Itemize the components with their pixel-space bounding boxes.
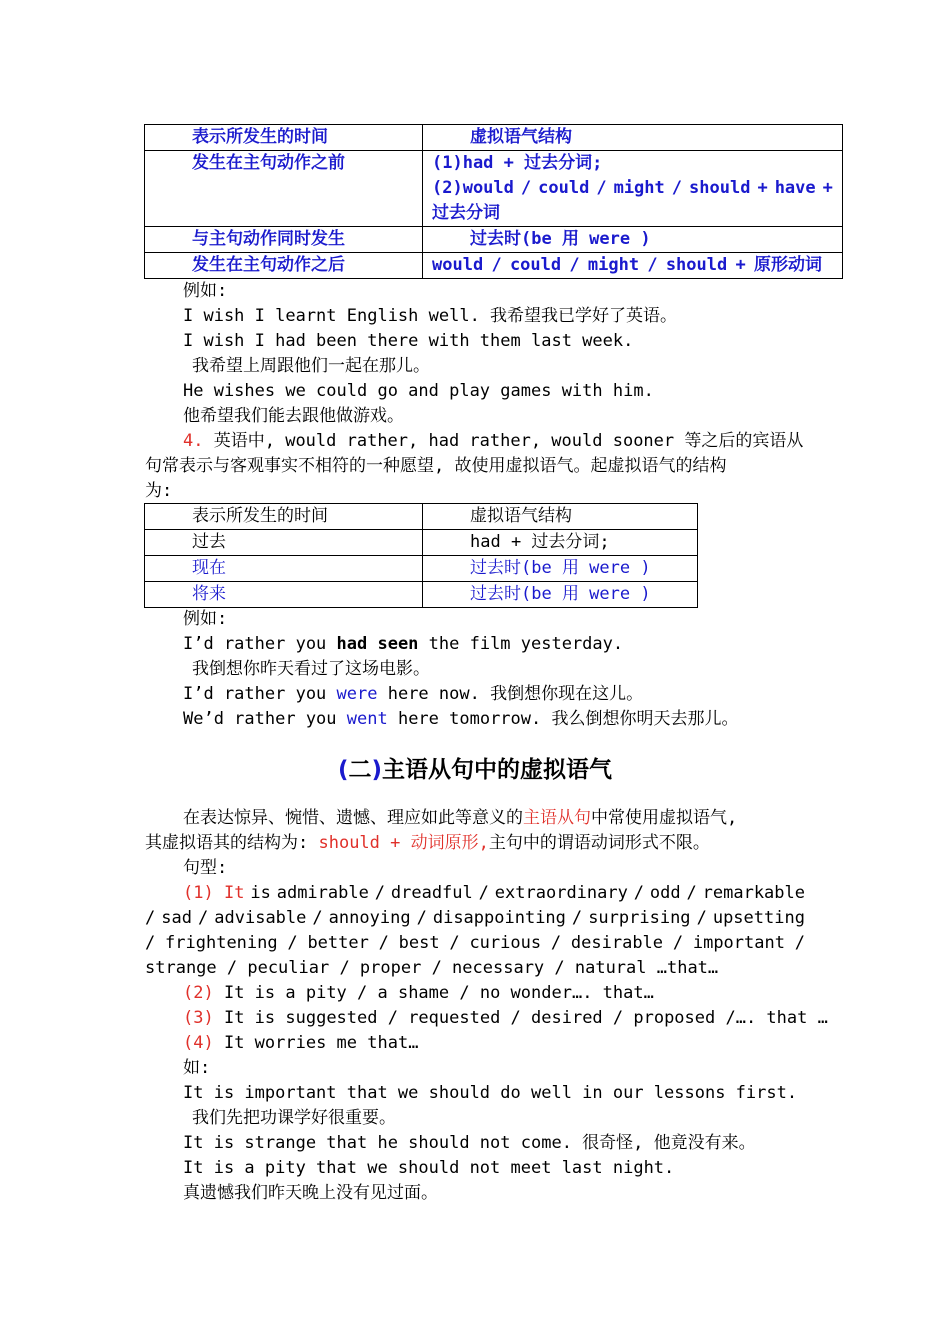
pattern-1-line	[145, 931, 805, 956]
word: /	[378, 933, 389, 953]
table-row	[145, 253, 843, 279]
table-row	[145, 504, 698, 530]
word: would	[432, 255, 484, 275]
word: desirable	[570, 933, 664, 953]
examples-label: 如:	[183, 1058, 211, 1078]
word: /	[569, 255, 580, 275]
word: /	[145, 908, 156, 928]
word: /	[312, 908, 323, 928]
example-sentence	[183, 707, 738, 732]
example-sentence: He wishes we could go and play games with him.	[183, 381, 654, 401]
word: extraordinary	[494, 883, 628, 903]
example-sentence: It is a pity that we should not meet last night.	[183, 1158, 675, 1178]
example-sentence	[183, 682, 643, 707]
example-translation: 我倒想你昨天看过了这场电影。	[192, 659, 430, 679]
table-row	[145, 151, 843, 227]
word: dreadful	[390, 883, 473, 903]
word: /	[478, 883, 489, 903]
text: 在表达惊异、惋惜、遗憾、理应如此等意义的	[183, 808, 523, 828]
word: have	[774, 178, 816, 198]
pattern-4-line	[183, 1031, 418, 1056]
emphasis: had seen	[336, 634, 419, 654]
pattern-1-line	[145, 906, 805, 931]
section-title	[0, 753, 950, 787]
word: /	[596, 178, 607, 198]
point-4-line: 为:	[145, 481, 173, 501]
word: sad	[161, 908, 192, 928]
example-translation: 我们先把功课学好很重要。	[192, 1108, 396, 1128]
word: 原形动词	[753, 255, 822, 275]
examples-label: 例如:	[183, 281, 228, 301]
word: remarkable	[702, 883, 805, 903]
example-sentence: I wish I learnt English well. 我希望我已学好了英语。	[183, 306, 678, 326]
word: admirable	[276, 883, 369, 903]
word: should	[665, 255, 728, 275]
text: We’d rather you	[183, 709, 347, 729]
table-row	[145, 582, 698, 608]
table-cell: 过去时(be 用 were )	[423, 556, 698, 582]
table-row	[145, 530, 698, 556]
structure-line	[432, 253, 842, 278]
text: here tomorrow. 我么倒想你明天去那儿。	[387, 709, 739, 729]
word: /	[672, 933, 684, 953]
example-translation: 我希望上周跟他们一起在那儿。	[192, 356, 430, 376]
word: is	[250, 883, 271, 903]
text: 主句中的谓语动词形式不限。	[488, 833, 710, 853]
structure-line: 过去分词	[432, 203, 500, 223]
point-4-line: 句常表示与客观事实不相符的一种愿望, 故使用虚拟语气。起虚拟语气的结构	[145, 456, 727, 476]
subjunctive-table-1	[144, 124, 843, 279]
table-cell: 现在	[145, 556, 423, 582]
word: /	[647, 255, 658, 275]
intro-line	[145, 831, 710, 856]
word: /	[550, 933, 562, 953]
example-sentence	[183, 632, 623, 657]
word: annoying	[328, 908, 411, 928]
word: /	[145, 933, 156, 953]
emphasis: 主语从句	[523, 808, 591, 828]
word: /	[198, 908, 209, 928]
word: might	[587, 255, 640, 275]
table-header-cell: 表示所发生的时间	[145, 504, 423, 530]
emphasis: went	[346, 709, 388, 729]
table-header-cell: 虚拟语气结构	[423, 125, 843, 151]
pattern-1-line	[183, 881, 805, 906]
pattern-label: 句型:	[183, 858, 228, 878]
word: /	[374, 883, 385, 903]
table-row	[145, 125, 843, 151]
text: It is a pity / a shame / no wonder…. that…	[223, 983, 654, 1003]
example-translation: 真遗憾我们昨天晚上没有见过面。	[183, 1183, 438, 1203]
word: +	[822, 178, 833, 198]
point-text: 英语中, would rather, had rather, would sooner 等之后的宾语从	[213, 431, 804, 451]
word: could	[538, 178, 590, 198]
word: /	[794, 933, 805, 953]
examples-label: 例如:	[183, 609, 228, 629]
text: 其虚拟语其的结构为:	[145, 833, 319, 853]
pattern-number: (2)	[183, 983, 214, 1003]
table-header-cell: 表示所发生的时间	[145, 125, 423, 151]
pattern-number: (3)	[183, 1008, 214, 1028]
table-cell: 与主句动作同时发生	[145, 227, 423, 253]
table-row	[145, 227, 843, 253]
word: advisable	[214, 908, 307, 928]
word: important	[692, 933, 785, 953]
pattern-number: (1)	[183, 883, 214, 903]
word: /	[287, 933, 298, 953]
table-cell: 发生在主句动作之前	[145, 151, 423, 227]
text: It is suggested / requested / desired / proposed /…. that …	[223, 1008, 828, 1028]
pattern-2-line	[183, 981, 654, 1006]
word: upsetting	[712, 908, 805, 928]
word: best	[398, 933, 440, 953]
table-cell: had + 过去分词;	[423, 530, 698, 556]
subjunctive-table-2	[144, 503, 698, 608]
example-sentence: It is important that we should do well in our lessons first.	[183, 1083, 798, 1103]
text: 中常使用虚拟语气,	[591, 808, 738, 828]
structure-line	[432, 176, 842, 201]
table-header-cell: 虚拟语气结构	[423, 504, 698, 530]
example-sentence: It is strange that he should not come. 很奇怪, 他竟没有来。	[183, 1133, 756, 1153]
text: I’d rather you	[183, 684, 337, 704]
text: here now. 我倒想你现在这儿。	[377, 684, 644, 704]
point-number: 4.	[183, 431, 204, 451]
word: +	[757, 178, 768, 198]
word: /	[520, 178, 532, 198]
word: /	[449, 933, 460, 953]
word: /	[696, 908, 707, 928]
word: curious	[469, 933, 542, 953]
pattern-3-line	[183, 1006, 828, 1031]
pattern-number: (4)	[183, 1033, 214, 1053]
word: /	[491, 255, 502, 275]
table-row	[145, 556, 698, 582]
emphasis: It	[223, 883, 245, 903]
emphasis: should + 动词原形,	[318, 833, 489, 853]
word: /	[633, 883, 644, 903]
word: /	[671, 178, 683, 198]
word: odd	[649, 883, 681, 903]
text: I’d rather you	[183, 634, 337, 654]
table-cell	[423, 151, 843, 227]
title-text: (二)主语从句中的虚拟语气	[337, 757, 613, 783]
text: It worries me that…	[223, 1033, 419, 1053]
text: the film yesterday.	[418, 634, 624, 654]
structure-line: (1)had + 过去分词;	[432, 153, 603, 173]
pattern-1-line: strange / peculiar / proper / necessary / natural …that…	[145, 958, 719, 978]
word: should	[689, 178, 751, 198]
table-cell	[423, 253, 843, 279]
word: +	[735, 255, 746, 275]
word: might	[613, 178, 665, 198]
point-4-line	[183, 429, 803, 454]
table-cell: 将来	[145, 582, 423, 608]
word: disappointing	[432, 908, 566, 928]
emphasis: were	[336, 684, 378, 704]
table-cell: 过去时(be 用 were )	[423, 582, 698, 608]
word: frightening	[165, 933, 278, 953]
word: could	[509, 255, 562, 275]
table-cell: 发生在主句动作之后	[145, 253, 423, 279]
word: better	[307, 933, 369, 953]
table-cell: 过去	[145, 530, 423, 556]
word: /	[416, 908, 427, 928]
word: /	[571, 908, 583, 928]
example-translation: 他希望我们能去跟他做游戏。	[183, 406, 404, 426]
word: /	[686, 883, 697, 903]
word: surprising	[588, 908, 691, 928]
intro-line	[183, 806, 737, 831]
word: (2)would	[432, 178, 514, 198]
example-sentence: I wish I had been there with them last week.	[183, 331, 634, 351]
table-cell: 过去时(be 用 were )	[423, 227, 843, 253]
